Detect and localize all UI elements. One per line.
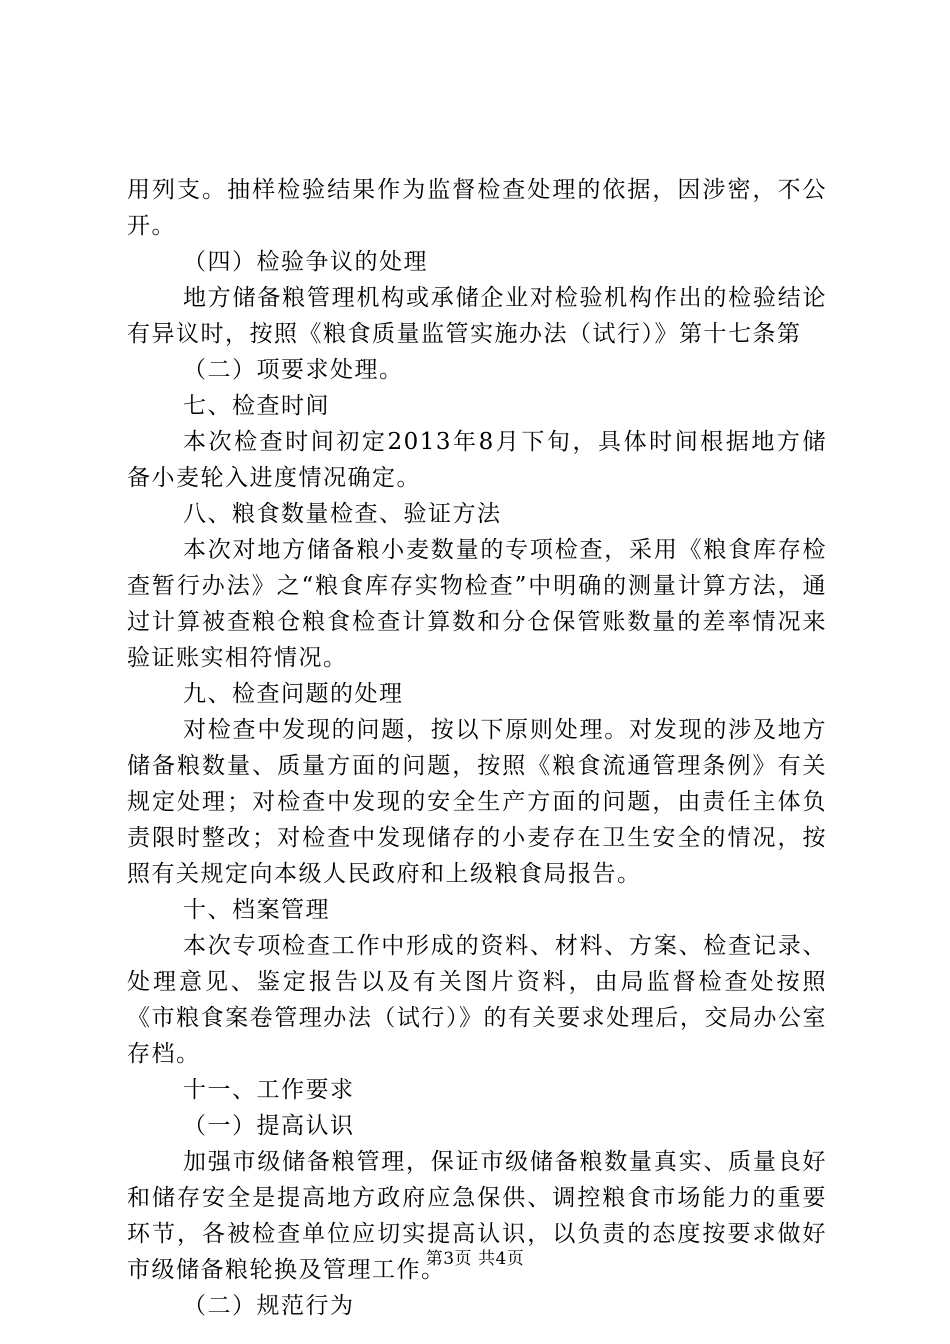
paragraph: 加强市级储备粮管理，保证市级储备粮数量真实、质量良好和储存安全是提高地方政府应急保供、调控粮食市场能力的重要环节，各被检查单位应切实提高认识，以负责的态度按要求做好市级储备粮轮换及管理工作。	[127, 1149, 827, 1283]
section-heading: 七、检查时间	[183, 393, 330, 419]
document-body	[127, 172, 827, 1324]
paragraph: 用列支。抽样检验结果作为监督检查处理的依据，因涉密，不公开。	[127, 177, 827, 239]
section-subheading: （二）规范行为	[183, 1293, 355, 1319]
section-heading: 九、检查问题的处理	[183, 681, 404, 707]
paragraph: 本次对地方储备粮小麦数量的专项检查，采用《粮食库存检查暂行办法》之“粮食库存实物检查”中明确的测量计算方法，通过计算被查粮仓粮食检查计算数和分仓保管账数量的差率情况来验证账实相符情况。	[127, 537, 827, 671]
section-heading: 十、档案管理	[183, 897, 330, 923]
section-subheading: （一）提高认识	[183, 1113, 355, 1139]
paragraph: 本次检查时间初定2013年8月下旬，具体时间根据地方储备小麦轮入进度情况确定。	[127, 429, 827, 491]
paragraph: 地方储备粮管理机构或承储企业对检验机构作出的检验结论有异议时，按照《粮食质量监管实施办法（试行）》第十七条第	[127, 285, 827, 347]
page-number-footer: 第3页 共4页	[425, 1249, 525, 1269]
paragraph: 本次专项检查工作中形成的资料、材料、方案、检查记录、处理意见、鉴定报告以及有关图片资料，由局监督检查处按照《市粮食案卷管理办法（试行）》的有关要求处理后，交局办公室存档。	[127, 933, 827, 1067]
section-heading: 八、粮食数量检查、验证方法	[183, 501, 502, 527]
section-subheading: （二）项要求处理。	[183, 357, 404, 383]
section-heading: 十一、工作要求	[183, 1077, 355, 1103]
paragraph: 对检查中发现的问题，按以下原则处理。对发现的涉及地方储备粮数量、质量方面的问题，按照《粮食流通管理条例》有关规定处理；对检查中发现的安全生产方面的问题，由责任主体负责限时整改；对检查中发现储存的小麦存在卫生安全的情况，按照有关规定向本级人民政府和上级粮食局报告。	[127, 717, 827, 887]
section-subheading: （四）检验争议的处理	[183, 249, 428, 275]
